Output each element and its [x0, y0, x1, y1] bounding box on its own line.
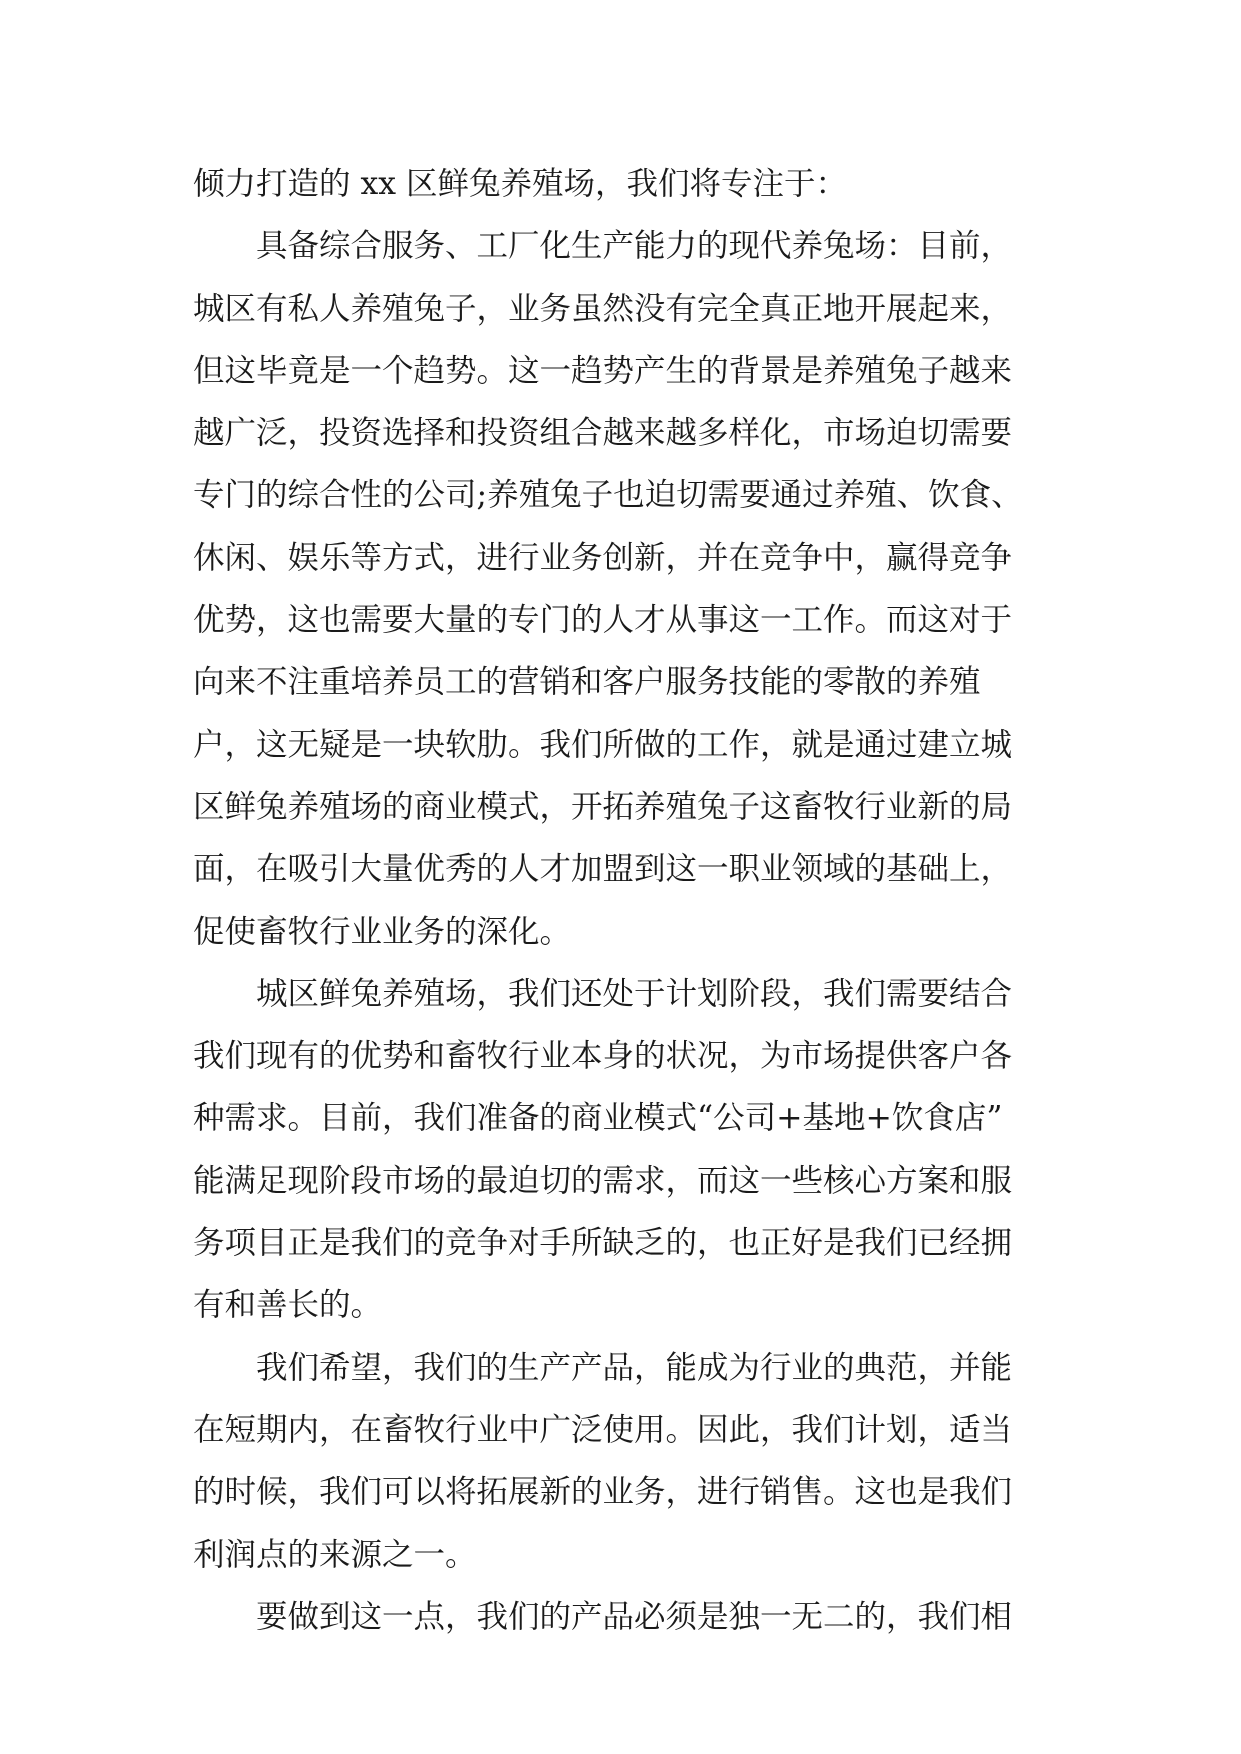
paragraph-first-line: 要做到这一点，我们的产品必须是独一无二的，我们相 — [256, 1598, 1013, 1635]
text-line: 休闲、娱乐等方式，进行业务创新，并在竞争中，赢得竞争 — [193, 539, 1013, 576]
text-line: 能满足现阶段市场的最迫切的需求，而这一些核心方案和服 — [193, 1162, 1013, 1199]
text-line: 越广泛，投资选择和投资组合越来越多样化，市场迫切需要 — [193, 415, 1013, 452]
text-line: 但这毕竟是一个趋势。这一趋势产生的背景是养殖兔子越来 — [193, 352, 1013, 389]
paragraph-first-line: 城区鲜兔养殖场，我们还处于计划阶段，我们需要结合 — [256, 975, 1013, 1012]
text-line: 区鲜兔养殖场的商业模式，开拓养殖兔子这畜牧行业新的局 — [193, 788, 1013, 825]
paragraph-first-line: 具备综合服务、工厂化生产能力的现代养兔场：目前， — [256, 228, 1013, 265]
text-line: 城区有私人养殖兔子，业务虽然没有完全真正地开展起来， — [193, 290, 1013, 327]
text-line: 在短期内，在畜牧行业中广泛使用。因此，我们计划，适当 — [193, 1411, 1013, 1448]
text-line: 向来不注重培养员工的营销和客户服务技能的零散的养殖 — [193, 664, 981, 701]
text-line: 专门的综合性的公司;养殖兔子也迫切需要通过养殖、饮食、 — [193, 477, 1023, 514]
text-line: 有和善长的。 — [193, 1287, 383, 1324]
body-text — [193, 153, 1053, 1648]
text-line: 务项目正是我们的竞争对手所缺乏的，也正好是我们已经拥 — [193, 1225, 1013, 1262]
text-line: 倾力打造的 xx 区鲜兔养殖场，我们将专注于： — [193, 166, 848, 202]
text-line: 优势，这也需要大量的专门的人才从事这一工作。而这对于 — [193, 602, 1013, 639]
paragraph-first-line: 我们希望，我们的生产产品，能成为行业的典范，并能 — [256, 1349, 1013, 1386]
text-line: 促使畜牧行业业务的深化。 — [193, 913, 572, 950]
text-line: 的时候，我们可以将拓展新的业务，进行销售。这也是我们 — [193, 1474, 1013, 1511]
text-line: 利润点的来源之一。 — [193, 1536, 477, 1573]
text-line: 我们现有的优势和畜牧行业本身的状况，为市场提供客户各 — [193, 1038, 1013, 1075]
text-line: 面，在吸引大量优秀的人才加盟到这一职业领域的基础上， — [193, 851, 1013, 888]
text-line: 种需求。目前，我们准备的商业模式“公司+基地+饮食店” — [193, 1100, 1003, 1137]
text-line: 户，这无疑是一块软肋。我们所做的工作，就是通过建立城 — [193, 726, 1013, 763]
